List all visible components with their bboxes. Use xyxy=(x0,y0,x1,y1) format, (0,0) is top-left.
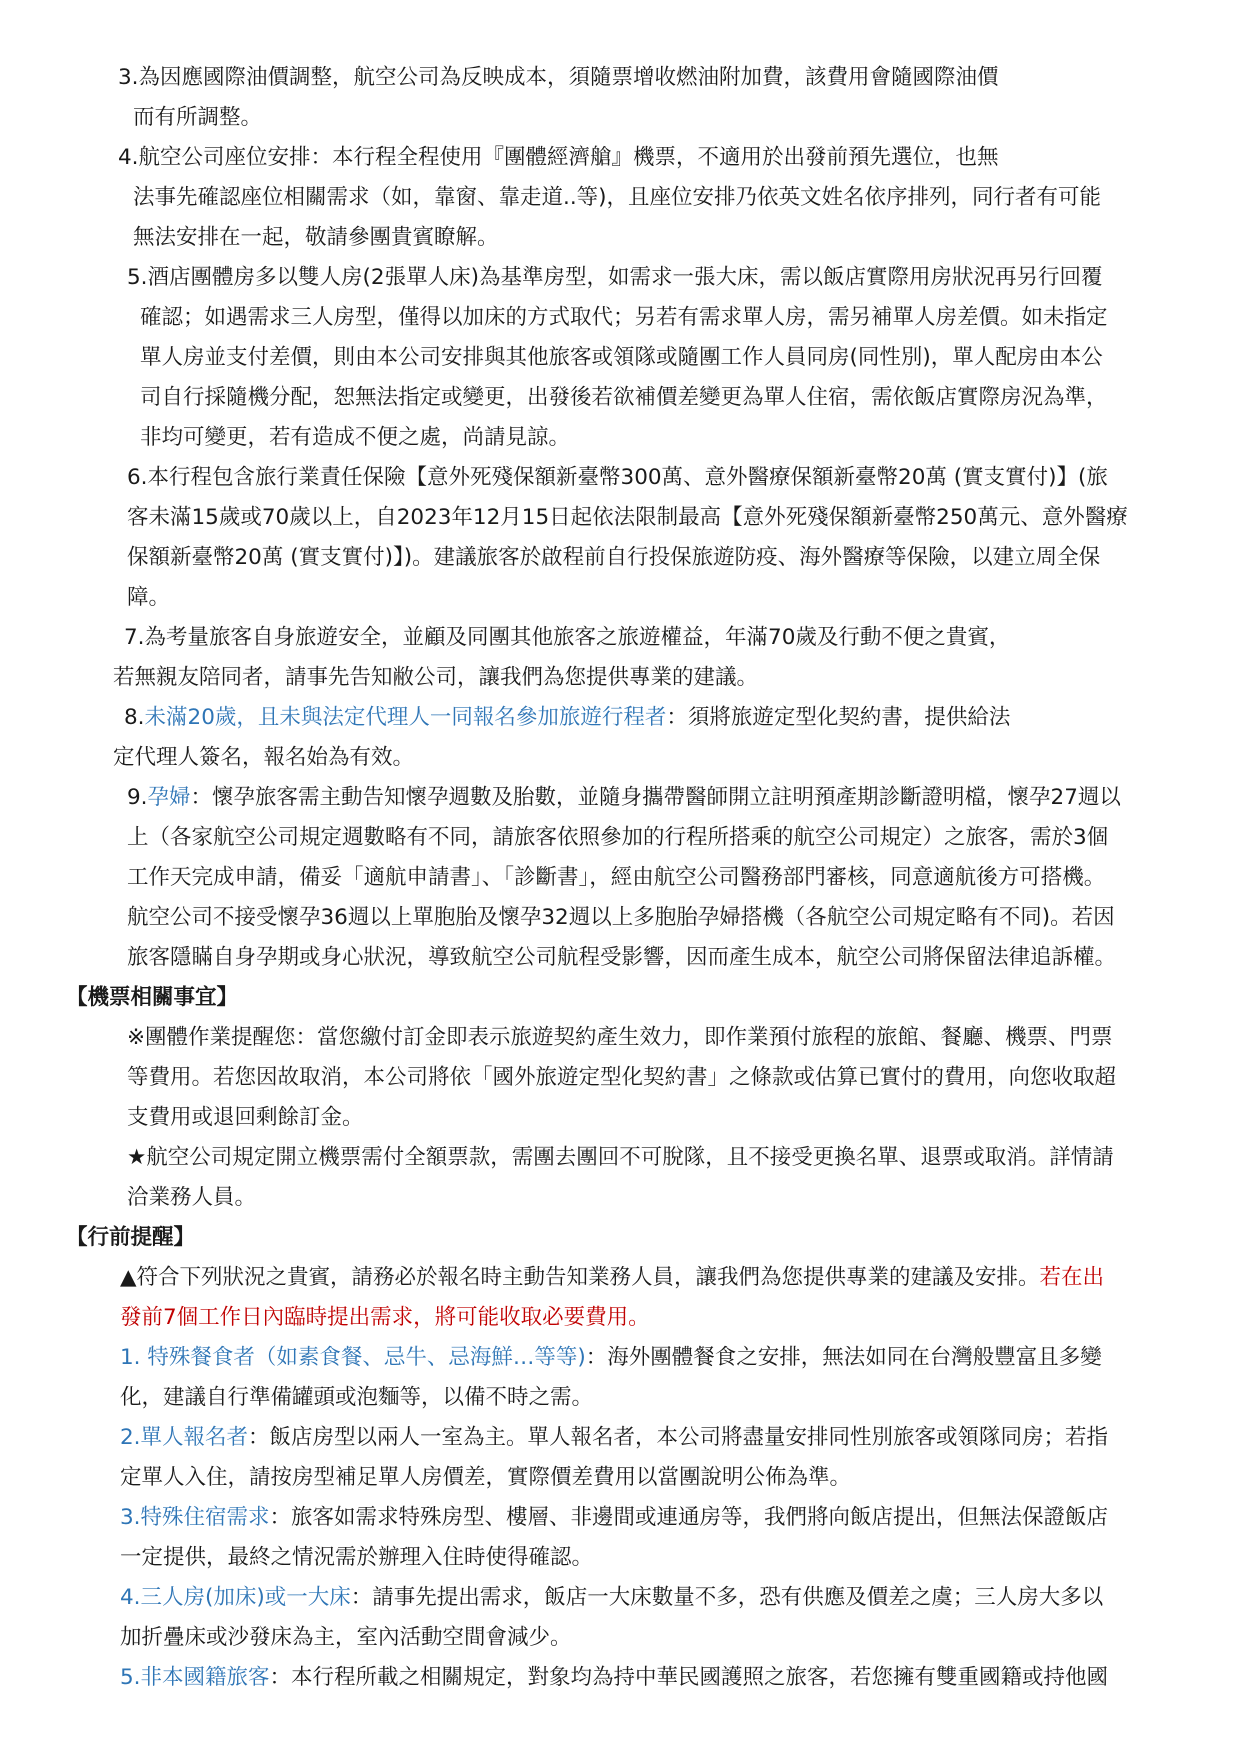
text-span: 單人房並支付差價，則由本公司安排與其他旅客或領隊或隨團工作人員同房(同性別)，單人配房由本公 xyxy=(140,345,1103,370)
text-span: 旅客隱瞞自身孕期或身心狀況，導致航空公司航程受影響，因而產生成本，航空公司將保留法律追訴權。 xyxy=(127,945,1117,970)
text-span: ：本行程所載之相關規定，對象均為持中華民國護照之旅客，若您擁有雙重國籍或持他國 xyxy=(269,1665,1109,1690)
text-span: 而有所調整。 xyxy=(133,105,263,130)
text-span: 司自行採隨機分配，恕無法指定或變更，出發後若欲補價差變更為單人住宿，需依飯店實際房況為準， xyxy=(140,385,1108,410)
text-span: 支費用或退回剩餘訂金。 xyxy=(127,1105,364,1130)
text-line xyxy=(120,1383,593,1413)
text-line xyxy=(127,783,1121,813)
text-span: 3.為因應國際油價調整，航空公司為反映成本，須隨票增收燃油附加費，該費用會隨國際油價 xyxy=(118,65,999,90)
text-span: ★航空公司規定開立機票需付全額票款，需團去團回不可脫隊，且不接受更換名單、退票或取消。詳情請 xyxy=(127,1145,1114,1170)
text-line xyxy=(133,183,1101,213)
text-span: ：飯店房型以兩人一室為主。單人報名者，本公司將盡量安排同性別旅客或領隊同房；若指 xyxy=(248,1425,1109,1450)
text-span: ▲符合下列狀況之貴賓，請務必於報名時主動告知業務人員，讓我們為您提供專業的建議及安排。 xyxy=(120,1265,1040,1290)
text-line xyxy=(140,423,570,453)
text-span: ：須將旅遊定型化契約書，提供給法 xyxy=(666,705,1011,730)
text-line xyxy=(127,823,1108,853)
text-line xyxy=(118,143,999,173)
text-span: ※團體作業提醒您：當您繳付訂金即表示旅遊契約產生效力，即作業預付旅程的旅館、餐廳、機票、門票 xyxy=(127,1025,1113,1050)
text-line xyxy=(127,1183,256,1213)
text-span: 一定提供，最終之情況需於辦理入住時使得確認。 xyxy=(120,1545,594,1570)
highlighted-text: 1. 特殊餐食者（如素食餐、忌牛、忌海鮮…等等) xyxy=(120,1345,586,1370)
text-span: 客未滿15歲或70歲以上，自2023年12月15日起依法限制最高【意外死殘保額新臺幣250萬元、意外醫療 xyxy=(127,505,1128,530)
text-line xyxy=(127,263,1102,293)
text-line xyxy=(120,1463,851,1493)
ticket-heading: 【機票相關事宜】 xyxy=(66,985,239,1010)
text-span: 航空公司不接受懷孕36週以上單胞胎及懷孕32週以上多胞胎孕婦搭機（各航空公司規定略有不同)。若因 xyxy=(127,905,1115,930)
text-span: 加折疊床或沙發床為主，室內活動空間會減少。 xyxy=(120,1625,572,1650)
text-line xyxy=(127,863,1105,893)
text-line xyxy=(118,63,999,93)
text-span: 6.本行程包含旅行業責任保險【意外死殘保額新臺幣300萬、意外醫療保額新臺幣20萬 (實支實付)】(旅 xyxy=(127,465,1108,490)
text-span: 定單人入住，請按房型補足單人房價差，實際價差費用以當團說明公佈為準。 xyxy=(120,1465,852,1490)
text-line xyxy=(127,1063,1116,1093)
text-span: 法事先確認座位相關需求（如，靠窗、靠走道..等)，且座位安排乃依英文姓名依序排列，同行者有可能 xyxy=(133,185,1102,210)
text-span: 7.為考量旅客自身旅遊安全，並顧及同團其他旅客之旅遊權益，年滿70歲及行動不便之貴賓， xyxy=(124,625,1011,650)
text-line xyxy=(127,1023,1113,1053)
text-span: ：懷孕旅客需主動告知懷孕週數及胎數，並隨身攜帶醫師開立註明預產期診斷證明檔，懷孕27週以 xyxy=(190,785,1121,810)
text-line xyxy=(120,1423,1108,1453)
text-line xyxy=(127,943,1116,973)
text-line xyxy=(120,1503,1108,1533)
text-line xyxy=(127,543,1100,573)
text-line xyxy=(127,463,1108,493)
text-line xyxy=(124,623,1010,653)
text-span: 若無親友陪同者，請事先告知敝公司，讓我們為您提供專業的建議。 xyxy=(113,665,759,690)
text-line xyxy=(113,663,758,693)
text-span: 4.航空公司座位安排：本行程全程使用『團體經濟艙』機票，不適用於出發前預先選位，也無 xyxy=(118,145,999,170)
text-line xyxy=(127,1103,364,1133)
text-span: 上（各家航空公司規定週數略有不同，請旅客依照參加的行程所搭乘的航空公司規定）之旅客，需於3個 xyxy=(127,825,1109,850)
text-span: 工作天完成申請，備妥「適航申請書」、「診斷書」，經由航空公司醫務部門審核，同意適航後方可搭機。 xyxy=(127,865,1106,890)
text-span: 障。 xyxy=(127,585,171,610)
highlighted-text: 未滿20歲，且未與法定代理人一同報名參加旅遊行程者 xyxy=(144,705,667,730)
text-line xyxy=(127,503,1128,533)
text-line xyxy=(127,583,170,613)
text-span: 9. xyxy=(127,785,148,810)
text-span: 8. xyxy=(124,705,145,730)
text-span: ：請事先提出需求，飯店一大床數量不多，恐有供應及價差之虞；三人房大多以 xyxy=(350,1585,1104,1610)
text-line xyxy=(120,1663,1108,1693)
text-span: 化，建議自行準備罐頭或泡麵等，以備不時之需。 xyxy=(120,1385,594,1410)
text-span: 等費用。若您因故取消，本公司將依「國外旅遊定型化契約書」之條款或估算已實付的費用，向您收取超 xyxy=(127,1065,1117,1090)
highlighted-text: 孕婦 xyxy=(147,785,191,810)
text-line xyxy=(120,1263,1104,1293)
text-line xyxy=(127,1143,1114,1173)
pretrip-heading: 【行前提醒】 xyxy=(66,1225,196,1250)
text-span: 定代理人簽名，報名始為有效。 xyxy=(113,745,415,770)
highlighted-text: 5.非本國籍旅客 xyxy=(120,1665,270,1690)
text-span: 非均可變更，若有造成不便之處，尚請見諒。 xyxy=(140,425,571,450)
text-line xyxy=(113,743,414,773)
text-line xyxy=(120,1543,593,1573)
highlighted-text: 2.單人報名者 xyxy=(120,1425,249,1450)
highlighted-text: 發前7個工作日內臨時提出需求，將可能收取必要費用。 xyxy=(120,1305,650,1330)
text-span: ：海外團體餐食之安排，無法如同在台灣般豐富且多變 xyxy=(585,1345,1102,1370)
text-span: 5.酒店團體房多以雙人房(2張單人床)為基準房型，如需求一張大床，需以飯店實際用房狀況再另行回覆 xyxy=(127,265,1103,290)
highlighted-text: 若在出 xyxy=(1039,1265,1105,1290)
text-span: 洽業務人員。 xyxy=(127,1185,257,1210)
text-line xyxy=(120,1343,1102,1373)
text-line xyxy=(120,1583,1103,1613)
text-line xyxy=(120,1623,572,1653)
text-line xyxy=(140,343,1103,373)
text-span: 無法安排在一起，敬請參團貴賓瞭解。 xyxy=(133,225,499,250)
text-line xyxy=(133,223,499,253)
text-line xyxy=(124,703,1010,733)
highlighted-text: 4.三人房(加床)或一大床 xyxy=(120,1585,351,1610)
text-line xyxy=(127,903,1115,933)
text-span: 確認；如遇需求三人房型，僅得以加床的方式取代；另若有需求單人房，需另補單人房差價。如未指定 xyxy=(140,305,1108,330)
text-line xyxy=(140,303,1108,333)
text-span: 保額新臺幣20萬 (實支實付)】)。建議旅客於啟程前自行投保旅遊防疫、海外醫療等保險，以建立周全保 xyxy=(127,545,1101,570)
text-line xyxy=(120,1303,650,1333)
text-line xyxy=(140,383,1108,413)
text-span: ：旅客如需求特殊房型、樓層、非邊間或連通房等，我們將向飯店提出，但無法保證飯店 xyxy=(269,1505,1109,1530)
text-line xyxy=(133,103,262,133)
highlighted-text: 3.特殊住宿需求 xyxy=(120,1505,270,1530)
